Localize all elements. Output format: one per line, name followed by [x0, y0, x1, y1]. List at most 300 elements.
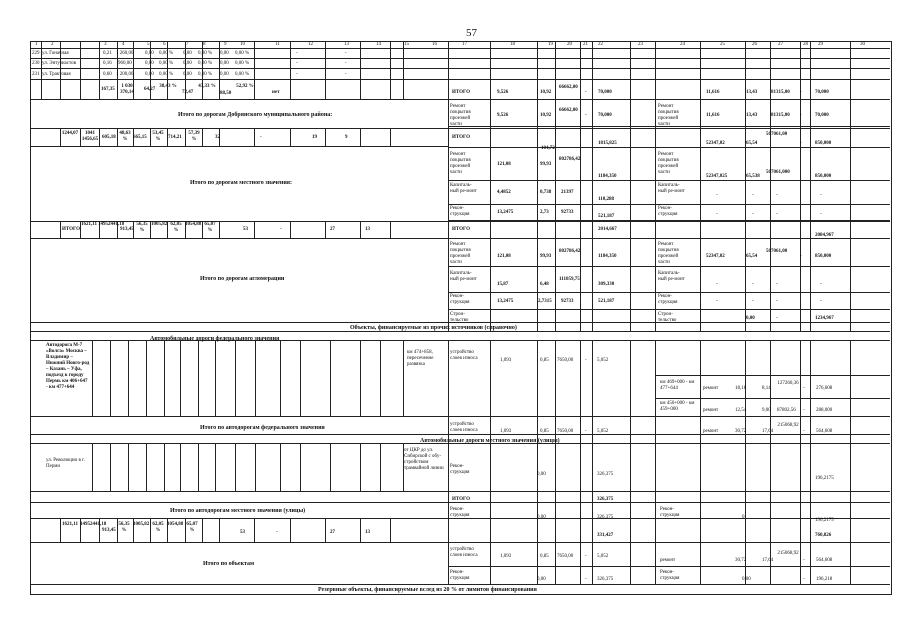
- row-229-c4: 1 260,00: [116, 51, 134, 56]
- fed-km: км 474+858, пересечение развязка: [407, 350, 434, 367]
- itogo3-c11: 27: [330, 530, 335, 535]
- grid-vline: [360, 128, 361, 146]
- aggl-remont-c26: 65,54: [746, 254, 758, 259]
- itogo3-c12: 13: [365, 530, 370, 535]
- fed-total-c25: 30,72: [735, 429, 747, 434]
- section-prochie: Объекты, финансируемые из прочих источников (справочно): [350, 325, 517, 331]
- mest-rek-c22: 521,187: [598, 214, 615, 219]
- aggl-rek-c29: -: [820, 299, 822, 304]
- grid-vline: [555, 41, 556, 99]
- aggl-kap-c20: 111059,75: [559, 277, 580, 282]
- aggl-rek-label-2: Рекон-струкция: [658, 294, 678, 305]
- mest-row-c1: 1244,07: [61, 131, 79, 136]
- grid-vline: [592, 340, 593, 443]
- fed-sub2-c26: 9,00: [762, 408, 771, 413]
- dobr-remont-c18: 9,526: [497, 113, 509, 118]
- itogo2-c11: -: [280, 227, 282, 232]
- local-total-c22: 326,375: [597, 515, 614, 520]
- grid-vline: [92, 340, 93, 416]
- itogo2-c4: 913,45: [120, 227, 134, 232]
- itogo3-c5: 1005,82: [133, 522, 150, 527]
- grid-hline: [448, 266, 890, 267]
- dobr-itogo-c28: -: [800, 90, 802, 95]
- itogo2-c12: 27: [330, 227, 335, 232]
- row-229-name: ул. Гоначная: [42, 51, 69, 56]
- itogo3-c2: 14952441,18: [80, 522, 107, 527]
- grid-vline: [745, 99, 746, 331]
- header-col-4: 4: [122, 42, 125, 47]
- objects-rek-label-2: Рекон-струкция: [660, 570, 680, 581]
- header-col-29: 29: [818, 42, 823, 47]
- dobr-remont-c28: -: [800, 113, 802, 118]
- mest-itogo-c29: 850,000: [815, 141, 832, 146]
- grid-vline: [655, 41, 656, 99]
- grid-vline: [800, 340, 801, 443]
- header-col-16: 16: [432, 42, 437, 47]
- row-229-c7: 0,00: [183, 51, 192, 56]
- row-231-c4: 1 200,00: [116, 72, 134, 77]
- row-230-no: 230: [32, 61, 40, 66]
- aggl-remont-c28: -: [800, 254, 802, 259]
- grid-vline: [580, 99, 581, 331]
- grid-hline: [448, 147, 890, 148]
- header-col-14: 14: [376, 42, 381, 47]
- aggl-remont-c22: 1184,350: [598, 254, 617, 259]
- grid-vline: [448, 443, 449, 584]
- mest-kap-c20: 21397: [561, 190, 574, 195]
- objects-ust-label: устройство слоев износа: [450, 547, 478, 558]
- header-col-10: 10: [240, 42, 245, 47]
- grid-vline: [254, 221, 255, 238]
- grid-vline: [850, 443, 851, 584]
- row-229-no: 229: [32, 51, 40, 56]
- fed-total-c28: -: [803, 429, 805, 434]
- header-col-22: 22: [598, 42, 603, 47]
- grid-vline: [800, 443, 801, 584]
- grid-vline: [390, 128, 391, 146]
- fed-total-c27: 215068,92: [777, 423, 799, 428]
- grid-hline: [448, 566, 890, 567]
- row-231-c12: -: [345, 72, 347, 77]
- dobr-remont-c21: -: [585, 113, 587, 118]
- row-229-c5: 0,00: [145, 51, 154, 56]
- row-230-c7: 0,00: [183, 61, 192, 66]
- aggl-remont-c18: 121,08: [497, 254, 511, 259]
- grid-vline: [215, 443, 216, 491]
- fed-total-title: Итого по автодорогам федерального значения: [200, 425, 325, 431]
- grid-vline: [235, 443, 236, 491]
- itogo3-c4: 56,35 %: [118, 522, 130, 533]
- grid-hline: [30, 584, 890, 585]
- row-231-c11: -: [296, 72, 298, 77]
- section-federal: Автомобильные дороги федерального значения: [150, 336, 280, 342]
- dobr-itogo-c27: 81315,00: [771, 90, 790, 95]
- objects-ust-c21: -: [585, 554, 587, 559]
- grid-vline: [180, 340, 181, 416]
- itogo2-c9: 65,07 %: [204, 222, 216, 233]
- header-col-2: 2: [51, 42, 54, 47]
- row-229-c12: -: [345, 51, 347, 56]
- mest-itogo-c28: -: [800, 141, 802, 146]
- fed-sub2-c28: -: [803, 408, 805, 413]
- mest-rek-label: Рекон-струкция: [450, 206, 470, 217]
- grid-vline: [110, 340, 111, 416]
- itogo3-c7: 1054,88: [167, 522, 184, 527]
- local-itogo-c22: 326,375: [597, 497, 614, 502]
- grid-hline: [448, 292, 890, 293]
- fed-total-c29: 564,608: [816, 429, 833, 434]
- grid-vline: [360, 41, 361, 99]
- dobr-itogo-c29: 70,000: [815, 90, 829, 95]
- grid-vline: [360, 221, 361, 238]
- grid-vline: [290, 41, 291, 99]
- grid-vline: [403, 41, 404, 99]
- fed-total-c19: 0,85: [540, 429, 549, 434]
- mest-row-c11: 19: [312, 135, 317, 140]
- row-230-c6: 0,00 %: [159, 61, 174, 66]
- grid-hline: [30, 146, 448, 147]
- mest-remont-c29: 850,000: [815, 174, 832, 179]
- street-c29: 196,2175: [815, 476, 834, 481]
- row-230-c5: 0,00: [145, 61, 154, 66]
- mest-remont-c25: 52347,025: [706, 174, 728, 179]
- grid-vline: [110, 443, 111, 491]
- grid-vline: [202, 518, 203, 542]
- grid-vline: [325, 41, 326, 99]
- fed-sub1-remont: ремонт: [703, 386, 719, 391]
- header-col-30: 30: [860, 42, 865, 47]
- itogo2-c29: 2084,967: [815, 233, 834, 238]
- fed-total-c18: 1,093: [500, 429, 512, 434]
- grid-hline: [30, 99, 890, 100]
- mest-title: Итого по дорогам местного значения:: [190, 180, 293, 186]
- fed-sub1-km: км 469+000 - км 477+644: [660, 380, 695, 391]
- grid-vline: [290, 221, 291, 238]
- fed-sub2-c29: 288,000: [816, 408, 833, 413]
- grid-hline: [30, 79, 890, 80]
- row-230-name: ул. Энтузиастов: [42, 61, 76, 66]
- row-230-c9: 0,00: [220, 61, 229, 66]
- grid-vline: [290, 128, 291, 146]
- grid-vline: [700, 41, 701, 99]
- local-total-c18: 0,00: [537, 515, 546, 520]
- itogo2-label: ИТОГО: [452, 227, 470, 232]
- itogo3-c6: 62,05 %: [152, 522, 164, 533]
- mest-rek-c29: -: [820, 212, 822, 217]
- header-col-25: 25: [720, 42, 725, 47]
- mest-rek-c20: 92733: [561, 210, 574, 215]
- street-rek-label: Рекон-струкция: [450, 464, 470, 475]
- grid-vline: [537, 99, 538, 331]
- dobr-remont-c27: 81315,00: [771, 113, 790, 118]
- objects-rek-label: Рекон-струкция: [450, 570, 470, 581]
- grid-vline: [60, 41, 61, 99]
- objects-ust-c29: 564,608: [816, 558, 833, 563]
- local-total-title: Итого по автодорогам местного значения (улицы): [170, 508, 306, 514]
- grid-vline: [254, 128, 255, 146]
- header-col-5: 5: [147, 42, 150, 47]
- grid-vline: [219, 518, 220, 542]
- dobr-itogo-c20: 66662,00: [559, 85, 578, 90]
- fed-ust-label: устройство слоев износа: [450, 350, 478, 361]
- grid-vline: [202, 41, 203, 99]
- grid-hline: [30, 68, 890, 69]
- grid-vline: [537, 443, 538, 584]
- row-230-c4: 960,00: [118, 61, 132, 66]
- objects-rek-c29: 196,218: [816, 577, 833, 582]
- mest-kap-c19: 0,738: [540, 190, 552, 195]
- page-number: 57: [466, 27, 477, 39]
- dobr-remont-label-2: Ремонт покрытия проезжей части: [658, 104, 679, 127]
- sum-c10: 52,92 %: [236, 84, 254, 89]
- header-col-27: 27: [778, 42, 783, 47]
- header-col-9: 9: [224, 42, 227, 47]
- grid-vline: [537, 340, 538, 443]
- aggl-rek-label: Рекон-струкция: [450, 294, 470, 305]
- header-col-19: 19: [548, 42, 553, 47]
- grid-vline: [360, 518, 361, 542]
- mest-itogo-c26: 65,54: [746, 141, 758, 146]
- mest-row-c8: 57,39 %: [188, 131, 200, 142]
- grid-vline: [537, 41, 538, 99]
- aggl-rek-c19: 2,7315: [538, 299, 552, 304]
- row-231-c10: 0,00 %: [235, 72, 250, 77]
- dobr-itogo-c21: -: [585, 90, 587, 95]
- fed-c22: 5,052: [597, 358, 609, 363]
- fed-sub2-km: км 450+000 - км 459+000: [660, 401, 695, 412]
- row-229-c10: 0,00 %: [235, 51, 250, 56]
- row-230-c3: 0,16: [103, 61, 112, 66]
- grid-vline: [202, 128, 203, 146]
- aggl-rek-c18: 13,2475: [497, 299, 514, 304]
- grid-vline: [490, 340, 491, 443]
- local-total-rek-label: Рекон-струкция: [450, 507, 470, 518]
- grid-vline: [128, 340, 129, 416]
- fed-total-c22: 5,052: [597, 429, 609, 434]
- aggl-rek-c27: -: [776, 299, 778, 304]
- aggl-str-label: Строи-тельство: [450, 312, 469, 323]
- street-c22: 326,375: [597, 472, 614, 477]
- grid-vline: [810, 443, 811, 584]
- mest-row-c6: 53,45 %: [152, 131, 164, 142]
- grid-vline: [280, 443, 281, 491]
- aggl-remont-c25: 52347,02: [706, 254, 725, 259]
- mest-itogo-c22: 1815,825: [598, 141, 617, 146]
- grid-vline: [167, 41, 168, 99]
- grid-vline: [180, 443, 181, 491]
- dobr-remont-label: Ремонт покрытия проезжей части: [450, 104, 471, 127]
- grid-vline: [255, 340, 256, 416]
- dobr-itogo-label: ИТОГО: [452, 90, 470, 95]
- grid-vline: [280, 340, 281, 416]
- sum-c4: 1 030 370,14: [120, 84, 134, 95]
- row-229-c3: 0,21: [103, 51, 112, 56]
- grid-vline: [850, 41, 851, 99]
- grid-vline: [700, 443, 701, 584]
- aggl-remont-c19: 99,93: [540, 254, 552, 259]
- row-231-c8: 0,00 %: [198, 72, 213, 77]
- mest-row-c12: 9: [345, 135, 348, 140]
- aggl-rek-c20: 92733: [561, 299, 574, 304]
- mest-kap-c27: -: [776, 193, 778, 198]
- grid-vline: [255, 443, 256, 491]
- header-col-24: 24: [680, 42, 685, 47]
- mest-rek-c25: -: [716, 212, 718, 217]
- grid-hline: [30, 238, 890, 239]
- itogo3-c3: 913,45: [102, 528, 116, 533]
- objects-ust-c18: 1,093: [500, 554, 512, 559]
- dobr-remont-c29: 70,000: [815, 113, 829, 118]
- grid-vline: [325, 518, 326, 542]
- grid-vline: [810, 41, 811, 99]
- objects-rek-c21: -: [585, 577, 587, 582]
- grid-hline: [30, 542, 890, 543]
- fed-c18: 1,093: [500, 358, 512, 363]
- dobr-itogo-c25: 11,616: [706, 90, 720, 95]
- dobr-itogo-c26: 13,43: [746, 90, 758, 95]
- grid-vline: [290, 518, 291, 542]
- header-col-28: 28: [803, 42, 808, 47]
- mest-remont-c20: 802786,42: [559, 157, 581, 162]
- mest-kap-c25: -: [716, 193, 718, 198]
- fed-c20: 7650,00: [557, 358, 574, 363]
- grid-hline: [30, 128, 890, 129]
- aggl-kap-label-2: Капиталь-ный ре-монт: [658, 271, 685, 282]
- mest-itogo-small: 104,72: [541, 146, 555, 151]
- mest-remont-c19: 99,93: [540, 162, 552, 167]
- grid-vline: [360, 340, 361, 416]
- fed-sub1-c25: 18,18: [735, 386, 747, 391]
- fed-sub1-c28: -: [803, 386, 805, 391]
- itogo2-c3: 14952441,18: [98, 222, 125, 227]
- header-col-21: 21: [583, 42, 588, 47]
- grid-vline: [380, 340, 381, 416]
- local-total-rek-label-2: Рекон-струкция: [660, 507, 680, 518]
- grid-vline: [630, 443, 631, 584]
- grid-vline: [254, 41, 255, 99]
- header-col-1: 1: [35, 42, 38, 47]
- fed-sub2-c27: 87802,56: [777, 408, 796, 413]
- grid-vline: [390, 41, 391, 99]
- fed-total-c26: 17,64: [762, 429, 774, 434]
- row-230-c8: 0,00 %: [198, 61, 213, 66]
- grid-vline: [380, 443, 381, 491]
- grid-vline: [490, 41, 491, 99]
- grid-vline: [555, 99, 556, 331]
- grid-vline: [99, 41, 100, 99]
- grid-vline: [146, 340, 147, 416]
- grid-vline: [655, 340, 656, 443]
- fed-total-c21: -: [585, 429, 587, 434]
- dobr-title: Итого по дорогам Добрянского муниципального района:: [178, 112, 333, 118]
- itogo2-c22: 2014,667: [598, 227, 617, 232]
- mest-remont-c18: 121,08: [497, 162, 511, 167]
- grid-vline: [390, 518, 391, 542]
- dobr-itogo-c18: 9,526: [497, 90, 509, 95]
- sum-c9: 88,50: [220, 91, 232, 96]
- sum-c7: 72,47: [182, 90, 194, 95]
- aggl-remont-c27: 567061,00: [766, 249, 788, 254]
- mest-remont-label-2: Ремонт покрытия проезжей части: [658, 152, 679, 175]
- grid-vline: [198, 443, 199, 491]
- aggl-kap-c26: -: [752, 282, 754, 287]
- grid-vline: [700, 99, 701, 331]
- header-col-3: 3: [104, 42, 107, 47]
- grid-hline: [30, 434, 890, 435]
- header-col-23: 23: [638, 42, 643, 47]
- objects-rek-c26: 0,00: [742, 577, 751, 582]
- grid-vline: [330, 340, 331, 416]
- grid-vline: [60, 518, 61, 542]
- aggl-kap-c27: -: [776, 282, 778, 287]
- aggl-remont-c20: 802786,42: [559, 249, 581, 254]
- mest-kap-label-2: Капиталь-ный ре-монт: [658, 183, 685, 194]
- row-231-c7: 0,00: [183, 72, 192, 77]
- row-229-c6: 0,00 %: [159, 51, 174, 56]
- mest-remont-c27: 567061,000: [766, 170, 790, 175]
- fed-total-c20: 7650,00: [557, 429, 574, 434]
- itogo3-c9: 53: [240, 530, 245, 535]
- grid-vline: [630, 41, 631, 99]
- header-col-13: 13: [344, 42, 349, 47]
- mest-row-c2: 1041 1456,65: [81, 131, 99, 142]
- mest-row-c5: 665,15: [133, 135, 147, 140]
- aggl-remont-label-2: Ремонт покрытия проезжей части: [658, 242, 679, 265]
- itogo2-c7: 62,05 %: [170, 222, 182, 233]
- objects-rek-c18: 0,00: [537, 577, 546, 582]
- grid-vline: [448, 41, 449, 99]
- header-col-8: 8: [203, 42, 206, 47]
- grid-hline: [30, 416, 890, 417]
- mest-itogo-label: ИТОГО: [452, 135, 470, 140]
- objects-ust-c20: 7650,00: [557, 554, 574, 559]
- grid-hline: [655, 375, 890, 376]
- mest-kap-c26: -: [752, 193, 754, 198]
- itogo3-c1: 1621,11: [62, 522, 78, 527]
- grid-vline: [655, 99, 656, 331]
- grid-hline: [30, 58, 890, 59]
- aggl-str-c29: 1234,967: [815, 316, 834, 321]
- aggl-kap-label: Капиталь-ный ре-монт: [450, 271, 477, 282]
- row-231-c3: 0,60: [103, 72, 112, 77]
- fed-sub1-c29: 276,608: [816, 386, 833, 391]
- mest-remont-label: Ремонт покрытия проезжей части: [450, 152, 471, 175]
- grid-vline: [555, 340, 556, 443]
- fed-sub2-remont: ремонт: [703, 408, 719, 413]
- grid-vline: [254, 518, 255, 542]
- grid-vline: [800, 99, 801, 331]
- aggl-str-label-2: Строи-тельство: [658, 312, 677, 323]
- grid-vline: [490, 443, 491, 584]
- mest-row-c10: -: [260, 135, 262, 140]
- grid-vline: [810, 99, 811, 331]
- dobr-itogo-c19: 10,92: [540, 90, 552, 95]
- grid-vline: [850, 340, 851, 443]
- row-231-no: 231: [32, 72, 40, 77]
- header-col-18: 18: [510, 42, 515, 47]
- mest-itogo-c25: 52347,02: [706, 141, 725, 146]
- grid-vline: [60, 221, 61, 238]
- grid-vline: [80, 41, 81, 99]
- aggl-remont-label: Ремонт покрытия проезжей части: [450, 242, 471, 265]
- itogo2-c5: 56,35 %: [136, 222, 148, 233]
- sum-c11: нет: [272, 90, 280, 95]
- dobr-remont-c22: 70,000: [598, 113, 612, 118]
- itogo2-c8: 1054,88: [185, 222, 202, 227]
- fed-road-name: Автодорога М-7 «Волга» Москва – Владимир – Нижний Новго-род – Казань – Уфа, подъезд к городу Пермь км 406+647 - км 477+644: [46, 343, 90, 390]
- grid-vline: [850, 99, 851, 331]
- grid-vline: [146, 443, 147, 491]
